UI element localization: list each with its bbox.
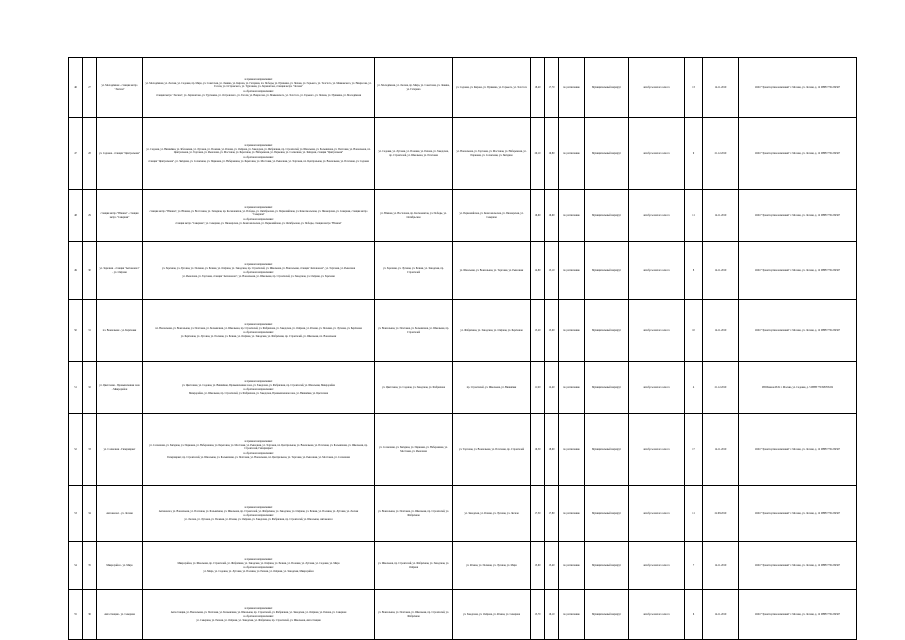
route-type: Муниципальный маршрут <box>585 58 629 118</box>
vehicle-count: 11 <box>685 190 703 242</box>
stops-cell <box>143 486 375 542</box>
vehicle-count: 11 <box>685 486 703 542</box>
length-backward: 15,00 <box>545 300 559 362</box>
vehicle-class: автобусы малого класса <box>629 590 685 640</box>
vehicle-count: 17 <box>685 414 703 486</box>
stops-backward: ул. Северная, ул. Речная, ул. Озёрная, ул. Заводская, ул. Фабричная, пр. Строителей, ул. Школьная, Автостанция <box>196 618 321 622</box>
direction-header: в прямом направлении: <box>244 379 273 383</box>
length-forward: 17,30 <box>531 486 545 542</box>
route-number: 36 <box>83 590 97 640</box>
table-row <box>69 542 857 590</box>
vehicle-class: автобусы малого класса <box>629 414 685 486</box>
streets-forward: ул. Солнечная, ул. Звёздная, ул. Парковая, ул. Набережная, ул. Мостовая, ул. Рыночная <box>375 414 453 486</box>
direction-header: в обратном направлении: <box>243 451 274 455</box>
streets-backward: ул. Школьная, ул. Вокзальная, ул. Торговая, ул. Рыночная <box>453 242 531 300</box>
route-number: 35 <box>83 542 97 590</box>
stops-forward: ул. Молодёжная, ул. Лесная, ул. Садовая, пр. Мира, ул. Советская, ул. Ленина, ул. Кирова, ул. Гагарина, пл. Победы, ул. Пушкина, ул. Чехова, ул. Горького, ул. Толстого, ул. Маяковского, ул. Некрасова, ул. Гоголя, ул. Островского, ул. Тургенева, ул. Лермонтова, станция метро "Лесная" <box>145 82 372 89</box>
length-backward: 12,40 <box>545 362 559 414</box>
length-forward: 13,60 <box>531 542 545 590</box>
route-type: Муниципальный маршрут <box>585 118 629 190</box>
length-forward: 20,10 <box>531 118 545 190</box>
carrier-info: ООО "Транспортная компания" г. Москва, ул. Лесная, д. 12 ИНН 7701234567 <box>739 118 857 190</box>
boarding-order: по расписанию <box>559 58 585 118</box>
stops-forward: ул. Солнечная, ул. Звёздная, ул. Парковая, ул. Набережная, ул. Береговая, ул. Мостовая, ул. Рыночная, ул. Торговая, пл. Центральная, ул. Вокзальная, ул. Почтовая, ул. Больничная, ул. Школьная, пр. Строителей, Гипермаркет <box>149 444 368 451</box>
stops-backward: Гипермаркет, пр. Строителей, ул. Школьная, ул. Больничная, ул. Почтовая, ул. Вокзальная, пл. Центральная, ул. Торговая, ул. Рыночная, ул. Мостовая, ул. Солнечная <box>167 455 350 459</box>
route-type: Муниципальный маршрут <box>585 242 629 300</box>
route-name: ул. Садовая - станция "Центральная" <box>97 118 143 190</box>
route-type: Муниципальный маршрут <box>585 414 629 486</box>
length-forward: 11,90 <box>531 362 545 414</box>
stops-forward: Автостанция, ул. Вокзальная, ул. Почтовая, ул. Больничная, ул. Школьная, пр. Строителей, ул. Фабричная, ул. Заводская, ул. Озёрная, ул. Речная, ул. Северная <box>170 610 347 614</box>
streets-backward: ул. Первомайская, ул. Комсомольская, ул. Пионерская, ул. Северная <box>453 190 531 242</box>
streets-backward: ул. Речная, ул. Полевая, ул. Луговая, ул. Мира <box>453 542 531 590</box>
stops-cell <box>143 300 375 362</box>
streets-forward: ул. Заречная, ул. Луговая, ул. Речная, ул. Заводская, пр. Строителей <box>375 242 453 300</box>
direction-header: в прямом направлении: <box>244 262 273 266</box>
vehicle-count: 13 <box>685 58 703 118</box>
streets-backward: ул. Фабричная, ул. Заводская, ул. Озёрная, ул. Берёзовая <box>453 300 531 362</box>
start-date: 14.11.2019 <box>703 58 739 118</box>
route-type: Муниципальный маршрут <box>585 542 629 590</box>
stops-forward: ул. Садовая, ул. Вишнёвая, ул. Яблоневая, ул. Луговая, ул. Полевая, ул. Речная, ул. Озёрная, ул. Заводская, ул. Фабричная, пр. Строителей, ул. Школьная, ул. Больничная, ул. Почтовая, ул. Вокзальная, пл. Центральная, ул. Торговая, ул. Рыночная, ул. Мостовая, ул. Береговая, ул. Набережная, ул. Парковая, ул. Солнечная, ул. Звёздная, станция "Центральная" <box>146 148 371 155</box>
carrier-info: ООО "Транспортная компания" г. Москва, ул. Лесная, д. 12 ИНН 7701234567 <box>739 414 857 486</box>
vehicle-count: 7 <box>685 542 703 590</box>
direction-header: в прямом направлении: <box>244 440 273 444</box>
length-forward: 15,70 <box>531 590 545 640</box>
direction-header: в обратном направлении: <box>243 615 274 618</box>
start-date: 21.12.2019 <box>703 118 739 190</box>
boarding-order: по расписанию <box>559 118 585 190</box>
stops-forward: станция метро "Южная", ул. Южная, ул. Восточная, ул. Западная, пр. Космонавтов, ул. Победы, ул. Октябрьская, ул. Первомайская, ул. Комсомольская, ул. Пионерская, ул. Северная, станция метро "Северная" <box>149 210 368 217</box>
row-number: 54 <box>69 542 83 590</box>
streets-backward: ул. Заводская, ул. Озёрная, ул. Речная, ул. Северная <box>453 590 531 640</box>
streets-backward: ул. Заводская, ул. Речная, ул. Луговая, ул. Лесная <box>453 486 531 542</box>
route-number: 33 <box>83 414 97 486</box>
table-body <box>69 58 857 640</box>
route-name: станция метро "Южная" - станция метро "Северная" <box>97 190 143 242</box>
streets-forward: ул. Вокзальная, ул. Почтовая, ул. Больничная, ул. Школьная, пр. Строителей <box>375 300 453 362</box>
stops-backward: ул. Лесная, ул. Луговая, ул. Полевая, ул. Речная, ул. Озёрная, ул. Заводская, ул. Фабричная, пр. Строителей, ул. Школьная, Автовокзал <box>184 517 333 521</box>
length-backward: 16,10 <box>545 590 559 640</box>
boarding-order: по расписанию <box>559 414 585 486</box>
boarding-order: по расписанию <box>559 486 585 542</box>
stops-forward: Микрорайон, ул. Школьная, пр. Строителей, ул. Фабричная, ул. Заводская, ул. Озёрная, ул. Речная, ул. Полевая, ул. Луговая, ул. Садовая, ул. Мира <box>177 561 340 565</box>
stops-backward: ул. Мира, ул. Садовая, ул. Луговая, ул. Полевая, ул. Речная, ул. Озёрная, ул. Заводская, Микрорайон <box>203 569 314 573</box>
table-row <box>69 118 857 190</box>
direction-header: в прямом направлении: <box>244 144 273 148</box>
row-number: 50 <box>69 300 83 362</box>
route-number: 29 <box>83 190 97 242</box>
stops-backward: станция "Центральная", ул. Звёздная, ул. Солнечная, ул. Парковая, ул. Набережная, ул. Береговая, ул. Мостовая, ул. Рыночная, ул. Торговая, пл. Центральная, ул. Вокзальная, ул. Почтовая, ул. Садовая <box>148 159 369 163</box>
route-register-table <box>68 57 857 640</box>
start-date: 14.11.2019 <box>703 300 739 362</box>
route-type: Муниципальный маршрут <box>585 362 629 414</box>
carrier-info: ИП Иванов И.И. г. Москва, ул. Садовая, д. 5 ИНН 770198765432 <box>739 362 857 414</box>
direction-header: в обратном направлении: <box>243 331 274 334</box>
vehicle-count: 10 <box>685 300 703 362</box>
table-row <box>69 300 857 362</box>
row-number: 47 <box>69 118 83 190</box>
row-number: 55 <box>69 590 83 640</box>
boarding-order: по расписанию <box>559 542 585 590</box>
route-name: ул. Молодёжная - станция метро "Лесная" <box>97 58 143 118</box>
direction-header: в обратном направлении: <box>243 271 274 274</box>
route-type: Муниципальный маршрут <box>585 486 629 542</box>
row-number: 52 <box>69 414 83 486</box>
vehicle-count: 9 <box>685 118 703 190</box>
length-backward: 19,80 <box>545 118 559 190</box>
streets-forward: ул. Цветочная, ул. Садовая, ул. Заводская, ул. Фабричная <box>375 362 453 414</box>
route-number: 32 <box>83 362 97 414</box>
stops-cell <box>143 190 375 242</box>
stops-cell <box>143 414 375 486</box>
streets-forward: ул. Школьная, пр. Строителей, ул. Фабричная, ул. Заводская, ул. Озёрная <box>375 542 453 590</box>
start-date: 14.11.2019 <box>703 242 739 300</box>
length-forward: 19,50 <box>531 414 545 486</box>
length-backward: 13,40 <box>545 542 559 590</box>
length-forward: 18,40 <box>531 58 545 118</box>
table-row <box>69 190 857 242</box>
direction-header: в прямом направлении: <box>244 322 273 326</box>
vehicle-class: автобусы малого класса <box>629 300 685 362</box>
vehicle-class: автобусы малого класса <box>629 486 685 542</box>
route-number: 28 <box>83 118 97 190</box>
route-type: Муниципальный маршрут <box>585 190 629 242</box>
row-number: 49 <box>69 242 83 300</box>
length-backward: 18,90 <box>545 414 559 486</box>
start-date: 14.11.2019 <box>703 414 739 486</box>
route-name: Автовокзал - ул. Лесная <box>97 486 143 542</box>
route-name: Автостанция - ул. Северная <box>97 590 143 640</box>
stops-cell <box>143 542 375 590</box>
table-row <box>69 58 857 118</box>
row-number: 46 <box>69 58 83 118</box>
direction-header: в обратном направлении: <box>243 217 274 221</box>
direction-header: в обратном направлении: <box>243 566 274 569</box>
route-number: 27 <box>83 58 97 118</box>
start-date: 22.08.2019 <box>703 486 739 542</box>
streets-backward: пр. Строителей, ул. Школьная, ул. Вишнёвая <box>453 362 531 414</box>
row-number: 51 <box>69 362 83 414</box>
direction-header: в прямом направлении: <box>244 206 273 210</box>
streets-backward: ул. Садовая, ул. Кирова, ул. Пушкина, ул. Горького, ул. Толстого <box>453 58 531 118</box>
streets-backward: ул. Торговая, ул. Вокзальная, ул. Почтовая, пр. Строителей <box>453 414 531 486</box>
vehicle-class: автобусы малого класса <box>629 362 685 414</box>
carrier-info: ООО "Транспортная компания" г. Москва, ул. Лесная, д. 12 ИНН 7701234567 <box>739 590 857 640</box>
boarding-order: по расписанию <box>559 242 585 300</box>
direction-header: в обратном направлении: <box>243 89 274 93</box>
route-type: Муниципальный маршрут <box>585 300 629 362</box>
route-name: ул. Цветочная - Промышленная зона - Микрорайон <box>97 362 143 414</box>
boarding-order: по расписанию <box>559 362 585 414</box>
carrier-info: ООО "Транспортная компания" г. Москва, ул. Лесная, д. 12 ИНН 7701234567 <box>739 190 857 242</box>
route-number: 31 <box>83 300 97 362</box>
route-number: 30 <box>83 242 97 300</box>
route-type: Муниципальный маршрут <box>585 590 629 640</box>
carrier-info: ООО "Транспортная компания" г. Москва, ул. Лесная, д. 12 ИНН 7701234567 <box>739 242 857 300</box>
direction-header: в прямом направлении: <box>244 505 273 509</box>
carrier-info: ООО "Транспортная компания" г. Москва, ул. Лесная, д. 12 ИНН 7701234567 <box>739 58 857 118</box>
streets-backward: ул. Вокзальная, ул. Торговая, ул. Мостовая, ул. Набережная, ул. Парковая, ул. Солнечная, ул. Звёздная <box>453 118 531 190</box>
stops-forward: ул. Заречная, ул. Луговая, ул. Полевая, ул. Речная, ул. Озёрная, ул. Заводская, пр. Строителей, ул. Школьная, ул. Вокзальная, станция "Автовокзал", ул. Торговая, ул. Рыночная <box>161 266 356 270</box>
table-row <box>69 362 857 414</box>
length-forward: 16,60 <box>531 190 545 242</box>
direction-header: в обратном направлении: <box>243 388 274 391</box>
streets-forward: ул. Молодёжная, ул. Лесная, пр. Мира, ул. Советская, ул. Ленина, ул. Гагарина <box>375 58 453 118</box>
start-date: 14.11.2019 <box>703 590 739 640</box>
boarding-order: по расписанию <box>559 300 585 362</box>
vehicle-class: автобусы малого класса <box>629 118 685 190</box>
stops-cell <box>143 58 375 118</box>
streets-forward: ул. Садовая, ул. Луговая, ул. Полевая, ул. Речная, ул. Заводская, пр. Строителей, ул. Школьная, ул. Почтовая <box>375 118 453 190</box>
length-backward: 17,70 <box>545 58 559 118</box>
start-date: 21.12.2019 <box>703 362 739 414</box>
stops-cell <box>143 590 375 640</box>
length-backward: 16,90 <box>545 190 559 242</box>
boarding-order: по расписанию <box>559 190 585 242</box>
stops-forward: ул. Цветочная, ул. Садовая, ул. Вишнёвая, Промышленная зона, ул. Заводская, ул. Фабричная, пр. Строителей, ул. Школьная, Микрорайон <box>181 383 336 387</box>
stops-backward: станция метро "Лесная", ул. Лермонтова, ул. Тургенева, ул. Островского, ул. Гоголя, ул. Некрасова, ул. Маяковского, ул. Толстого, ул. Горького, ул. Чехова, ул. Пушкина, ул. Молодёжная <box>155 93 362 97</box>
vehicle-class: автобусы малого класса <box>629 58 685 118</box>
table-row <box>69 414 857 486</box>
vehicle-class: автобусы малого класса <box>629 542 685 590</box>
start-date: 14.11.2019 <box>703 190 739 242</box>
stops-cell <box>143 242 375 300</box>
start-date: 14.11.2019 <box>703 542 739 590</box>
vehicle-count: 6 <box>685 590 703 640</box>
table-row <box>69 486 857 542</box>
direction-header: в прямом направлении: <box>244 606 273 610</box>
row-number: 48 <box>69 190 83 242</box>
table-row <box>69 242 857 300</box>
carrier-info: ООО "Транспортная компания" г. Москва, ул. Лесная, д. 12 ИНН 7701234567 <box>739 486 857 542</box>
stops-cell <box>143 362 375 414</box>
table-row <box>69 590 857 640</box>
streets-forward: ул. Вокзальная, ул. Почтовая, ул. Школьная, пр. Строителей, ул. Фабричная <box>375 590 453 640</box>
length-forward: 14,80 <box>531 242 545 300</box>
stops-forward: пл. Вокзальная, ул. Вокзальная, ул. Почтовая, ул. Больничная, ул. Школьная, пр. Строителей, ул. Фабричная, ул. Заводская, ул. Озёрная, ул. Речная, ул. Полевая, ул. Луговая, ул. Берёзовая <box>155 326 362 330</box>
carrier-info: ООО "Транспортная компания" г. Москва, ул. Лесная, д. 12 ИНН 7701234567 <box>739 300 857 362</box>
stops-backward: станция метро "Северная", ул. Северная, ул. Пионерская, ул. Комсомольская, ул. Первомайская, ул. Октябрьская, ул. Победы, станция метро "Южная" <box>175 221 342 225</box>
length-backward: 15,10 <box>545 242 559 300</box>
boarding-order: по расписанию <box>559 590 585 640</box>
stops-backward: ул. Рыночная, ул. Торговая, станция "Автовокзал", ул. Вокзальная, ул. Школьная, пр. Строителей, ул. Заводская, ул. Озёрная, ул. Заречная <box>182 274 335 278</box>
vehicle-count: 8 <box>685 242 703 300</box>
stops-forward: Автовокзал, ул. Вокзальная, ул. Почтовая, ул. Больничная, ул. Школьная, пр. Строителей, ул. Фабричная, ул. Заводская, ул. Озёрная, ул. Речная, ул. Полевая, ул. Луговая, ул. Лесная <box>158 509 359 513</box>
length-forward: 15,20 <box>531 300 545 362</box>
vehicle-class: автобусы малого класса <box>629 190 685 242</box>
route-number: 34 <box>83 486 97 542</box>
direction-header: в обратном направлении: <box>243 514 274 517</box>
stops-backward: Микрорайон, ул. Школьная, пр. Строителей, ул. Фабричная, ул. Заводская, Промышленная зона, ул. Вишнёвая, ул. Цветочная <box>189 391 328 395</box>
row-number: 53 <box>69 486 83 542</box>
direction-header: в прямом направлении: <box>244 78 273 82</box>
direction-header: в обратном направлении: <box>243 155 274 159</box>
vehicle-count: 4 <box>685 362 703 414</box>
route-name: пл. Вокзальная - ул. Берёзовая <box>97 300 143 362</box>
vehicle-class: автобусы малого класса <box>629 242 685 300</box>
carrier-info: ООО "Транспортная компания" г. Москва, ул. Лесная, д. 12 ИНН 7701234567 <box>739 542 857 590</box>
streets-forward: ул. Вокзальная, ул. Почтовая, ул. Школьная, пр. Строителей, ул. Фабричная <box>375 486 453 542</box>
route-name: ул. Заречная - станция "Автовокзал" - ул. Озёрная <box>97 242 143 300</box>
direction-header: в прямом направлении: <box>244 557 273 561</box>
length-backward: 17,80 <box>545 486 559 542</box>
stops-cell <box>143 118 375 190</box>
streets-forward: ул. Южная, ул. Восточная, пр. Космонавтов, ул. Победы, ул. Октябрьская <box>375 190 453 242</box>
route-name: ул. Солнечная - Гипермаркет <box>97 414 143 486</box>
stops-backward: ул. Берёзовая, ул. Луговая, ул. Полевая, ул. Речная, ул. Озёрная, ул. Заводская, ул. Фабричная, пр. Строителей, ул. Школьная, пл. Вокзальная <box>180 334 337 338</box>
route-name: Микрорайон - ул. Мира <box>97 542 143 590</box>
